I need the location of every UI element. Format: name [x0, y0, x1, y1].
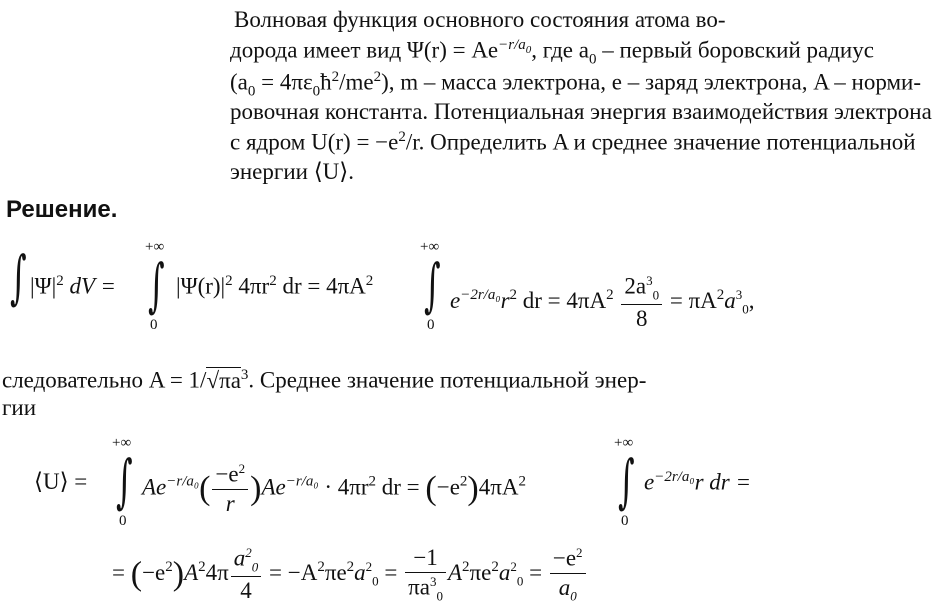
- text: a: [498, 559, 511, 585]
- text: r dr =: [694, 469, 751, 495]
- superscript: 2: [56, 273, 64, 289]
- integral-sign: ∫: [618, 447, 635, 515]
- text: с ядром U(r) = −e: [230, 129, 399, 155]
- text: энергии ⟨U⟩.: [230, 159, 354, 184]
- subscript: 0: [588, 51, 597, 68]
- integral-sign: ∫: [424, 251, 441, 319]
- text: (a: [230, 69, 248, 95]
- text: Ae: [261, 474, 286, 500]
- integral-sign: ∫: [116, 447, 133, 515]
- exponent: −r/a0: [498, 37, 532, 56]
- superscript: 2: [716, 287, 725, 304]
- text: |Ψ|: [30, 273, 57, 299]
- eq2-lower-limit-2: 0: [621, 513, 629, 529]
- integral-sign: ∫: [148, 251, 165, 319]
- subscript: 0: [247, 83, 256, 100]
- text: A: [447, 559, 463, 585]
- subscript: 0: [312, 83, 321, 100]
- superscript: 2: [518, 473, 526, 490]
- eq2-part-a: $Ae^{-r/a_0}$( $\frac{-e^2}{r}$ )$Ae^{-r/a_0} \cdot 4\pi r^2$ dr = $(-e^2)4\pi A^2$: [142, 461, 526, 516]
- text: . Среднее значение потенциальной энер-: [248, 367, 647, 393]
- text: /me: [339, 69, 374, 95]
- eq1-upper-limit-1: +∞: [145, 239, 165, 255]
- text: 4πr: [232, 273, 270, 299]
- text: −e: [215, 461, 239, 487]
- eq1-lower-limit-1: 0: [150, 317, 158, 333]
- eq1-part-b: [176, 274, 373, 298]
- superscript: 2: [606, 287, 614, 304]
- problem-line-5: [230, 130, 916, 154]
- fraction: $\frac{-e^2}{r}$: [212, 462, 248, 516]
- eq2-lhs: ⟨U⟩ =: [34, 469, 88, 494]
- superscript: 2: [373, 69, 382, 85]
- exponent: −2r/a₀: [654, 469, 695, 485]
- text: e: [644, 469, 655, 495]
- text: a: [558, 574, 571, 600]
- text: = −A: [263, 559, 318, 585]
- superscript: 2: [317, 559, 325, 576]
- text: = 4πε: [255, 69, 313, 95]
- text: dV =: [63, 273, 116, 299]
- superscript: 2: [459, 473, 468, 490]
- eq1-upper-limit-2: +∞: [420, 239, 440, 255]
- fraction: $\frac{-e^2}{a_0}$: [550, 546, 586, 603]
- superscript: 2: [165, 559, 173, 576]
- text: , где a: [531, 37, 589, 63]
- text: −e: [436, 474, 460, 500]
- integral-sign: ∫: [10, 243, 27, 311]
- text: √πa: [206, 367, 241, 393]
- text: a: [233, 545, 246, 571]
- text: =: [378, 559, 404, 585]
- text: −e: [142, 559, 166, 585]
- fraction: $\frac{a^2_0}{4}$: [231, 546, 262, 603]
- text: /r. Определить A и среднее значение потенциальной: [405, 129, 916, 155]
- text: e: [450, 287, 461, 313]
- text: r: [225, 490, 235, 516]
- text: A: [184, 559, 199, 585]
- solution-text-1: следовательно $A = 1/√\pi a^3$. Среднее значение потенциальной энер-: [2, 367, 647, 393]
- eq1-part-c: $e^{-2r/a_0}r^2$ dr = $4\pi A^2$ $\frac{2a^3_0}{8}$ = $\pi A^2a^3_0$,: [450, 273, 755, 331]
- text: – первый боровский радиус: [596, 37, 874, 63]
- superscript: 2: [269, 273, 277, 289]
- problem-line-4: [230, 100, 932, 123]
- problem-line-1: [234, 8, 726, 31]
- text: a: [724, 287, 736, 313]
- text: 8: [635, 305, 648, 331]
- text: πe: [469, 559, 492, 585]
- superscript: 2: [346, 559, 355, 576]
- superscript: 2: [331, 69, 340, 85]
- text: =: [523, 559, 548, 585]
- text: 4πA: [478, 474, 519, 500]
- text: −e: [552, 545, 577, 571]
- text: r: [500, 287, 510, 313]
- problem-line-3: [230, 70, 921, 99]
- superscript: 2: [225, 273, 233, 289]
- solution-heading: Решение.: [6, 196, 118, 223]
- eq2-upper-limit-2: +∞: [614, 435, 634, 451]
- text: дорода имеет вид Ψ(r) = Ae: [230, 37, 499, 63]
- text: = πA: [664, 287, 717, 313]
- superscript: 2: [365, 273, 374, 289]
- eq2-lower-limit-1: 0: [119, 513, 127, 529]
- text: 4: [240, 577, 252, 603]
- text: ровочная константа. Потенциальная энергия взаимодействия электрона: [230, 99, 932, 124]
- exponent: −2r/a₀: [460, 287, 501, 304]
- text: |Ψ(r)|: [176, 273, 226, 299]
- text: =: [112, 559, 131, 585]
- text: гии: [2, 395, 37, 420]
- solution-text-2: [2, 396, 36, 419]
- problem-line-6: [230, 160, 354, 183]
- exponent: −r/a₀: [285, 473, 319, 490]
- text: следовательно A = 1/: [2, 367, 207, 393]
- superscript: 2: [491, 559, 499, 576]
- fraction: $\frac{-1}{\pi a^3_0}$: [405, 546, 446, 603]
- superscript: 2: [368, 473, 376, 490]
- text: dr = 4πA: [517, 287, 607, 313]
- text: dr =: [376, 474, 426, 500]
- text: a: [354, 559, 366, 585]
- text: ), m – масса электрона, e – заряд электрона, A – норми-: [381, 69, 922, 95]
- text: · 4πr: [318, 474, 369, 500]
- equation-3: = $(-e^2)A^24\pi$ $\frac{a^2_0}{4}$ = $-A^2\pi e^2a^2_0$ = $\frac{-1}{\pi a^3_0}$ $A^2\pi e^2a^2_0$ = $\frac{-e^2}{a_0}$: [112, 546, 588, 603]
- text: Волновая функция основного состояния атома во-: [234, 7, 726, 32]
- eq2-part-b: [644, 470, 751, 494]
- text: ħ: [320, 69, 332, 95]
- exponent: −r/a₀: [166, 473, 200, 490]
- eq1-part-a: [30, 274, 116, 298]
- fraction: $\frac{2a^3_0}{8}$: [621, 274, 662, 331]
- problem-line-2: [230, 38, 874, 67]
- text: πe: [324, 559, 347, 585]
- text: 4π: [205, 559, 229, 585]
- superscript: 2: [509, 287, 518, 304]
- text: dr = 4πA: [276, 273, 366, 299]
- text: 2a: [624, 273, 647, 299]
- superscript: 2: [462, 559, 470, 576]
- eq2-upper-limit-1: +∞: [112, 435, 132, 451]
- superscript: 2: [198, 559, 206, 576]
- text: −1: [405, 546, 446, 573]
- text: Ae: [142, 474, 167, 500]
- eq1-lower-limit-2: 0: [427, 317, 435, 333]
- text: πa: [408, 574, 430, 600]
- superscript: 2: [398, 129, 406, 145]
- text: ,: [748, 287, 755, 313]
